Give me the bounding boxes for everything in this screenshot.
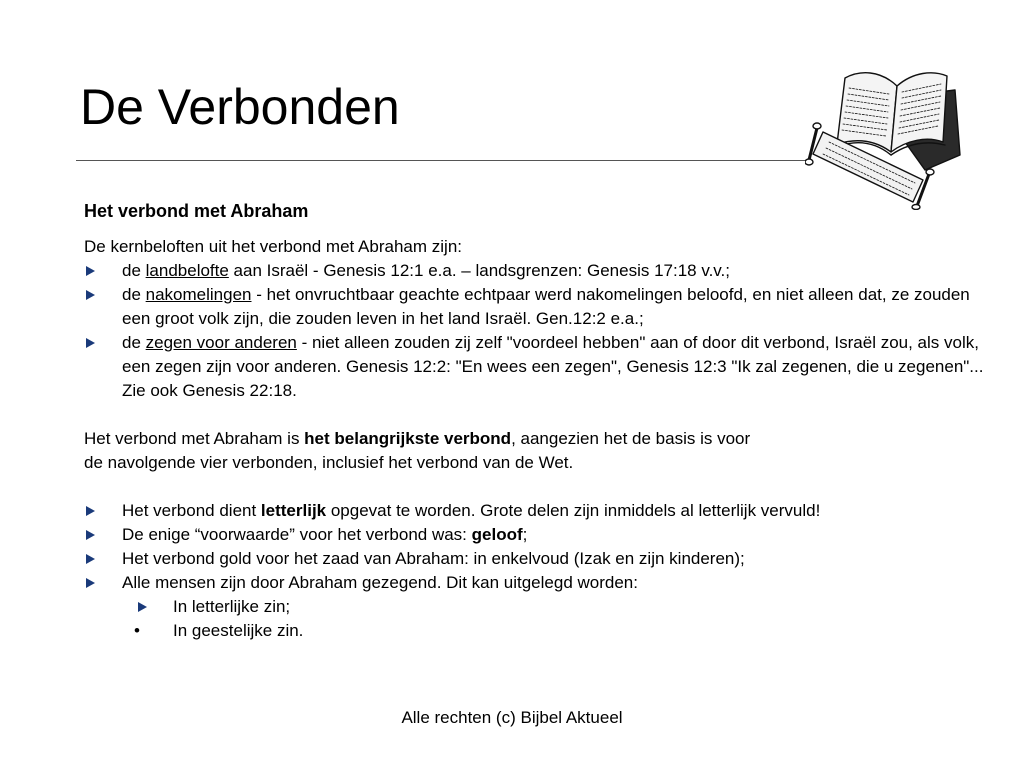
point-emphasis: geloof bbox=[471, 525, 523, 544]
importance-paragraph bbox=[84, 427, 984, 475]
title-divider bbox=[76, 160, 809, 161]
importance-text: Het verbond met Abraham is bbox=[84, 429, 305, 448]
sub-item-literal bbox=[84, 595, 984, 619]
point-text: Het verbond gold voor het zaad van Abraham: in enkelvoud (Izak en zijn kinderen); bbox=[122, 549, 745, 568]
sub-item-spiritual bbox=[84, 619, 984, 643]
arrow-bullet-icon bbox=[86, 266, 95, 276]
open-book-and-scroll-illustration bbox=[805, 60, 965, 210]
arrow-bullet-icon bbox=[86, 530, 95, 540]
interpretation-sublist bbox=[84, 595, 984, 643]
point-emphasis: letterlijk bbox=[260, 501, 327, 520]
point-text-cont: ; bbox=[522, 525, 528, 544]
intro-text: De kernbeloften uit het verbond met Abraham zijn: bbox=[84, 237, 462, 256]
point-text: Alle mensen zijn door Abraham gezegend. Dit kan uitgelegd worden: bbox=[122, 573, 638, 592]
sub-item-text: In letterlijke zin; bbox=[173, 597, 291, 616]
arrow-bullet-icon bbox=[86, 290, 95, 300]
point-text: Het verbond dient bbox=[122, 501, 261, 520]
point-item-seed bbox=[84, 547, 984, 571]
point-item-condition bbox=[84, 523, 984, 547]
promise-item-blessing bbox=[84, 331, 984, 403]
slide-content bbox=[84, 199, 984, 643]
section-heading: Het verbond met Abraham bbox=[84, 201, 309, 221]
spacer bbox=[84, 403, 984, 427]
promise-term: landbelofte bbox=[145, 261, 229, 280]
arrow-bullet-icon bbox=[86, 506, 95, 516]
point-item-literal bbox=[84, 499, 984, 523]
promise-text: - het onvruchtbaar geachte echtpaar werd nakomelingen beloofd, en niet alleen dat, ze zouden een groot volk zijn, die zouden leven in het land Israël. Gen.12:2 e.a.; bbox=[122, 285, 970, 328]
points-list bbox=[84, 499, 984, 595]
promise-text: aan Israël - Genesis 12:1 e.a. – landsgrenzen: Genesis 17:18 v.v.; bbox=[228, 261, 730, 280]
footer-copyright: Alle rechten (c) Bijbel Aktueel bbox=[401, 708, 623, 727]
promise-prefix: de bbox=[122, 333, 146, 352]
importance-text-cont: , aangezien het de basis is voor bbox=[511, 429, 751, 448]
promise-prefix: de bbox=[122, 285, 146, 304]
promise-term: nakomelingen bbox=[145, 285, 252, 304]
promise-item-offspring bbox=[84, 283, 984, 331]
promise-term: zegen voor anderen bbox=[145, 333, 297, 352]
arrow-bullet-icon bbox=[86, 578, 95, 588]
sub-item-text: In geestelijke zin. bbox=[173, 621, 304, 640]
point-text-cont: opgevat te worden. Grote delen zijn inmiddels al letterlijk vervuld! bbox=[326, 501, 821, 520]
promises-list bbox=[84, 259, 984, 403]
importance-text-line2: de navolgende vier verbonden, inclusief het verbond van de Wet. bbox=[84, 453, 574, 472]
promise-text: - niet alleen zouden zij zelf "voordeel hebben" aan of door dit verbond, Israël zou, als volk, een zegen zijn voor anderen. Genesis 12:2: "En wees een zegen", Genesis 12:3 "Ik zal zegenen, die u zegenen"... Zie ook Genesis 22:18. bbox=[122, 333, 984, 400]
promise-item-land bbox=[84, 259, 984, 283]
slide-title: De Verbonden bbox=[80, 79, 400, 135]
arrow-bullet-icon bbox=[86, 338, 95, 348]
dot-bullet-icon: • bbox=[134, 621, 140, 640]
book-illustration-drawing bbox=[805, 60, 965, 210]
arrow-bullet-icon bbox=[138, 602, 147, 612]
spacer bbox=[84, 475, 984, 499]
promise-prefix: de bbox=[122, 261, 146, 280]
importance-emphasis: het belangrijkste verbond bbox=[304, 429, 512, 448]
point-item-blessed bbox=[84, 571, 984, 595]
arrow-bullet-icon bbox=[86, 554, 95, 564]
point-text: De enige “voorwaarde” voor het verbond was: bbox=[122, 525, 472, 544]
